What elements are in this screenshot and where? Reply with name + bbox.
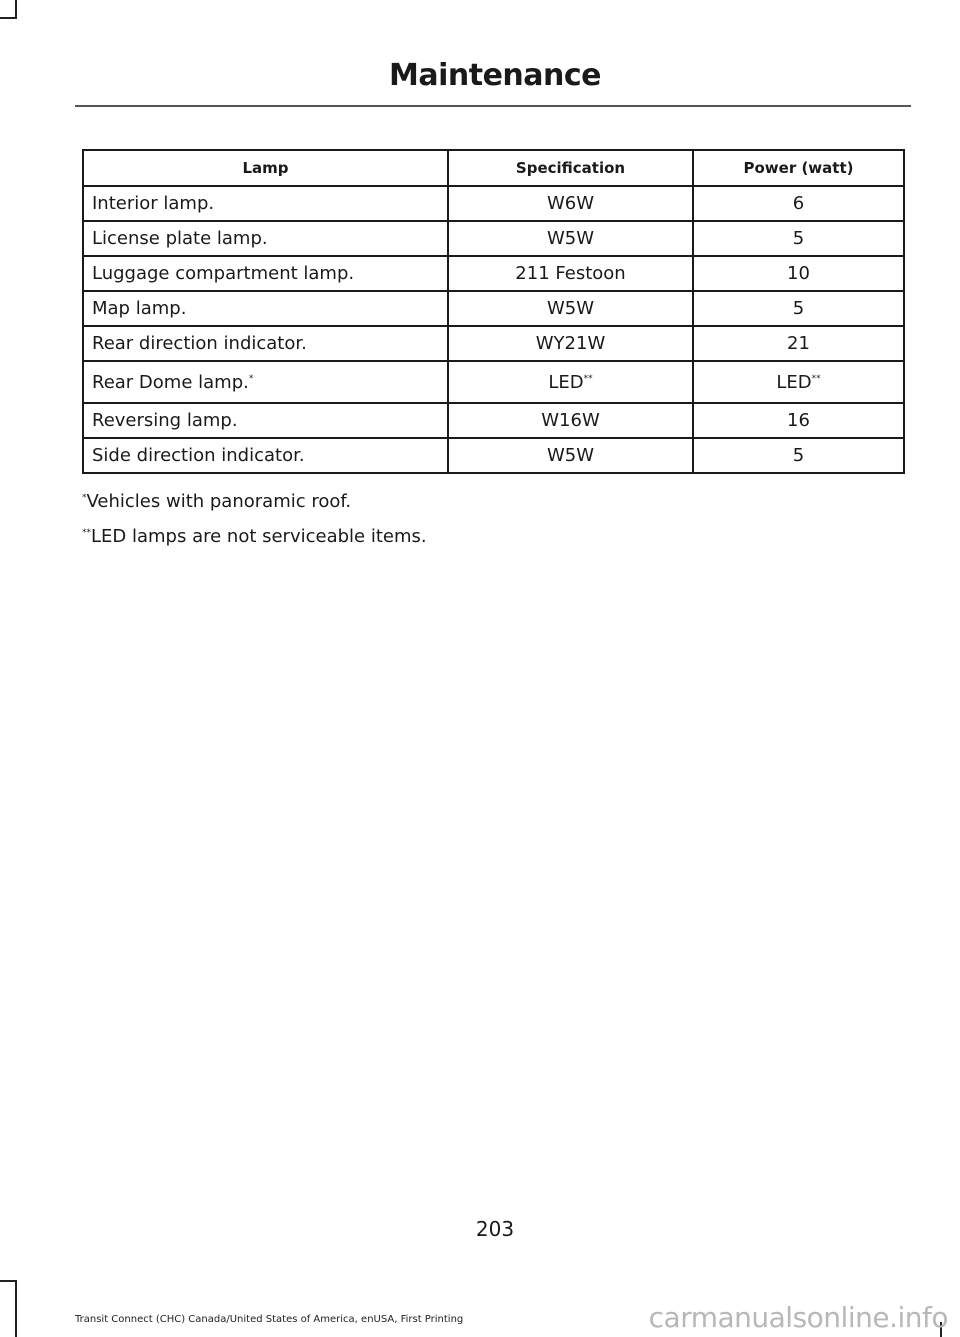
- spec-text: WY21W: [535, 333, 606, 354]
- lamp-text: Side direction indicator.: [92, 445, 305, 466]
- power-cell: [693, 403, 904, 438]
- spec-text: LED: [548, 371, 584, 393]
- spec-cell: [448, 221, 693, 256]
- page-number: 203: [475, 1217, 515, 1241]
- power-text: 5: [792, 445, 805, 466]
- lamp-text: Reversing lamp.: [92, 410, 238, 431]
- table-row: [83, 221, 904, 256]
- bulb-specification-table: [82, 149, 905, 474]
- footnote-marker: *: [248, 373, 254, 384]
- lamp-cell: [83, 256, 448, 291]
- table-header-row: [83, 150, 904, 186]
- power-text: 16: [787, 410, 810, 431]
- power-text: 6: [792, 193, 805, 214]
- spec-text: 211 Festoon: [515, 263, 626, 284]
- column-header-specification: Specification: [448, 150, 693, 186]
- footer-publication-info: Transit Connect (CHC) Canada/United States of America, enUSA, First Printing: [75, 1314, 464, 1325]
- spec-cell: [448, 438, 693, 473]
- footnote-text: LED lamps are not serviceable items.: [91, 526, 427, 547]
- power-cell: [693, 256, 904, 291]
- power-text: 10: [787, 263, 810, 284]
- table-row: [83, 438, 904, 473]
- spec-text: W5W: [546, 445, 595, 466]
- column-header-power: Power (watt): [693, 150, 904, 186]
- lamp-cell: [83, 326, 448, 361]
- table-row: [83, 361, 904, 403]
- footnote-marker: **: [583, 373, 593, 384]
- table-row: [83, 403, 904, 438]
- table-row: [83, 186, 904, 221]
- footnote-panoramic-roof: [82, 490, 902, 513]
- table-row: [83, 256, 904, 291]
- footnote-text: Vehicles with panoramic roof.: [86, 491, 352, 512]
- lamp-cell: [83, 403, 448, 438]
- footnotes: [82, 490, 902, 560]
- footnote-marker: **: [82, 528, 91, 538]
- lamp-cell: [83, 361, 448, 403]
- footnote-marker: **: [811, 373, 821, 384]
- power-cell: [693, 221, 904, 256]
- lamp-text: Luggage compartment lamp.: [92, 263, 355, 284]
- lamp-text: Interior lamp.: [92, 193, 215, 214]
- lamp-text: Rear direction indicator.: [92, 333, 307, 354]
- footnote-marker: *: [82, 493, 87, 503]
- lamp-text: Map lamp.: [92, 298, 187, 319]
- spec-cell: [448, 186, 693, 221]
- power-text: 21: [787, 333, 810, 354]
- lamp-text: Rear Dome lamp.: [92, 371, 249, 393]
- spec-cell: [448, 326, 693, 361]
- power-text: 5: [792, 298, 805, 319]
- spec-text: W6W: [546, 193, 595, 214]
- watermark: carmanualsonline.info: [648, 1301, 948, 1334]
- spec-text: W5W: [546, 298, 595, 319]
- crop-mark-top-left: [15, 0, 17, 18]
- table-row: [83, 326, 904, 361]
- spec-cell: [448, 403, 693, 438]
- crop-mark-bottom-left-h: [0, 1280, 17, 1282]
- spec-text: W5W: [546, 228, 595, 249]
- footnote-led-lamps: [82, 525, 902, 548]
- lamp-cell: [83, 186, 448, 221]
- table-row: [83, 291, 904, 326]
- lamp-cell: [83, 221, 448, 256]
- power-cell: [693, 326, 904, 361]
- spec-text: W16W: [541, 410, 600, 431]
- power-cell: [693, 186, 904, 221]
- crop-mark-top-left-h: [0, 17, 17, 19]
- page-title: Maintenance: [388, 58, 601, 93]
- power-text: LED: [776, 371, 812, 393]
- spec-cell: [448, 256, 693, 291]
- lamp-cell: [83, 438, 448, 473]
- spec-cell: [448, 361, 693, 403]
- lamp-cell: [83, 291, 448, 326]
- power-cell: [693, 361, 904, 403]
- power-cell: [693, 438, 904, 473]
- lamp-text: License plate lamp.: [92, 228, 268, 249]
- crop-mark-bottom-left: [15, 1280, 17, 1337]
- power-cell: [693, 291, 904, 326]
- power-text: 5: [792, 228, 805, 249]
- spec-cell: [448, 291, 693, 326]
- column-header-lamp: Lamp: [83, 150, 448, 186]
- title-divider: [75, 105, 911, 107]
